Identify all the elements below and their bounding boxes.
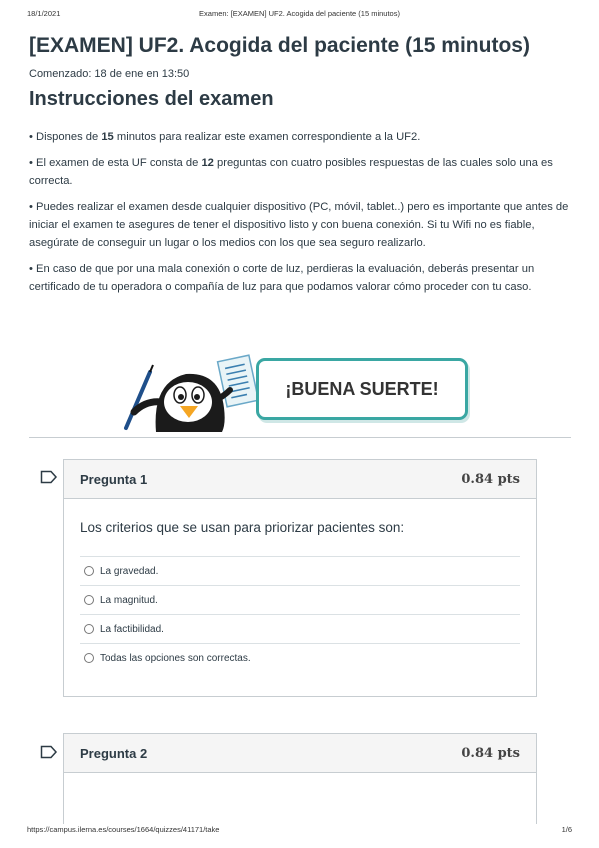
answer-label: La factibilidad.: [100, 623, 164, 635]
answer-list: [80, 556, 520, 672]
question-text: Los criterios que se usan para priorizar pacientes son:: [80, 520, 405, 535]
answer-option[interactable]: [80, 643, 520, 672]
radio-button[interactable]: [84, 624, 94, 634]
print-header: [27, 9, 572, 21]
flag-question-1-icon[interactable]: [40, 470, 58, 484]
answer-label: La gravedad.: [100, 565, 159, 577]
instructions-body: [29, 128, 574, 304]
good-luck-message: ¡BUENA SUERTE!: [256, 358, 468, 420]
good-luck-banner: [120, 352, 480, 432]
answer-option[interactable]: [80, 556, 520, 585]
page-title: [EXAMEN] UF2. Acogida del paciente (15 minutos): [29, 34, 530, 57]
answer-option[interactable]: [80, 585, 520, 614]
instructions-heading: Instrucciones del examen: [29, 88, 274, 110]
question-points: 0.84 pts: [461, 472, 520, 487]
print-url: https://campus.ilerna.es/courses/1664/quizzes/41171/take: [27, 825, 220, 834]
instruction-device: • Puedes realizar el examen desde cualquier dispositivo (PC, móvil, tablet..) pero es importante que antes de iniciar el examen te asegures de tener el dispositivo listo y con buena conexión. Si tu Wifi no es fiable, asegúrate de conseguir un lugar o los medios con los que sea seguro realizarlo.: [29, 201, 569, 249]
radio-button[interactable]: [84, 566, 94, 576]
question-header: [64, 460, 536, 499]
print-date: 18/1/2021: [27, 9, 61, 18]
answer-label: La magnitud.: [100, 594, 158, 606]
answer-option[interactable]: [80, 614, 520, 643]
penguin-illustration: [120, 352, 270, 434]
print-doc-title: Examen: [EXAMEN] UF2. Acogida del paciente (15 minutos): [199, 9, 400, 18]
question-name: Pregunta 1: [80, 472, 148, 487]
print-footer: [27, 825, 572, 837]
answer-label: Todas las opciones son correctas.: [100, 652, 251, 664]
question-points: 0.84 pts: [461, 746, 520, 761]
question-name: Pregunta 2: [80, 746, 148, 761]
started-timestamp: Comenzado: 18 de ene en 13:50: [29, 68, 190, 80]
question-card-2: [63, 733, 537, 824]
radio-button[interactable]: [84, 653, 94, 663]
print-page-number: 1/6: [561, 825, 572, 834]
instruction-connection: • En caso de que por una mala conexión o corte de luz, perdieras la evaluación, deberás presentar un certificado de tu operadora o compañía de luz para que podamos valorar cómo proceder con tu caso.: [29, 263, 535, 293]
question-card-1: [63, 459, 537, 697]
question-header: [64, 734, 536, 773]
instruction-time: • Dispones de 15 minutos para realizar este examen correspondiente a la UF2.: [29, 131, 421, 143]
instruction-question-count: • El examen de esta UF consta de 12 preguntas con cuatro posibles respuestas de las cuales solo una es correcta.: [29, 157, 553, 187]
radio-button[interactable]: [84, 595, 94, 605]
divider: [29, 437, 571, 438]
flag-question-2-icon[interactable]: [40, 745, 58, 759]
